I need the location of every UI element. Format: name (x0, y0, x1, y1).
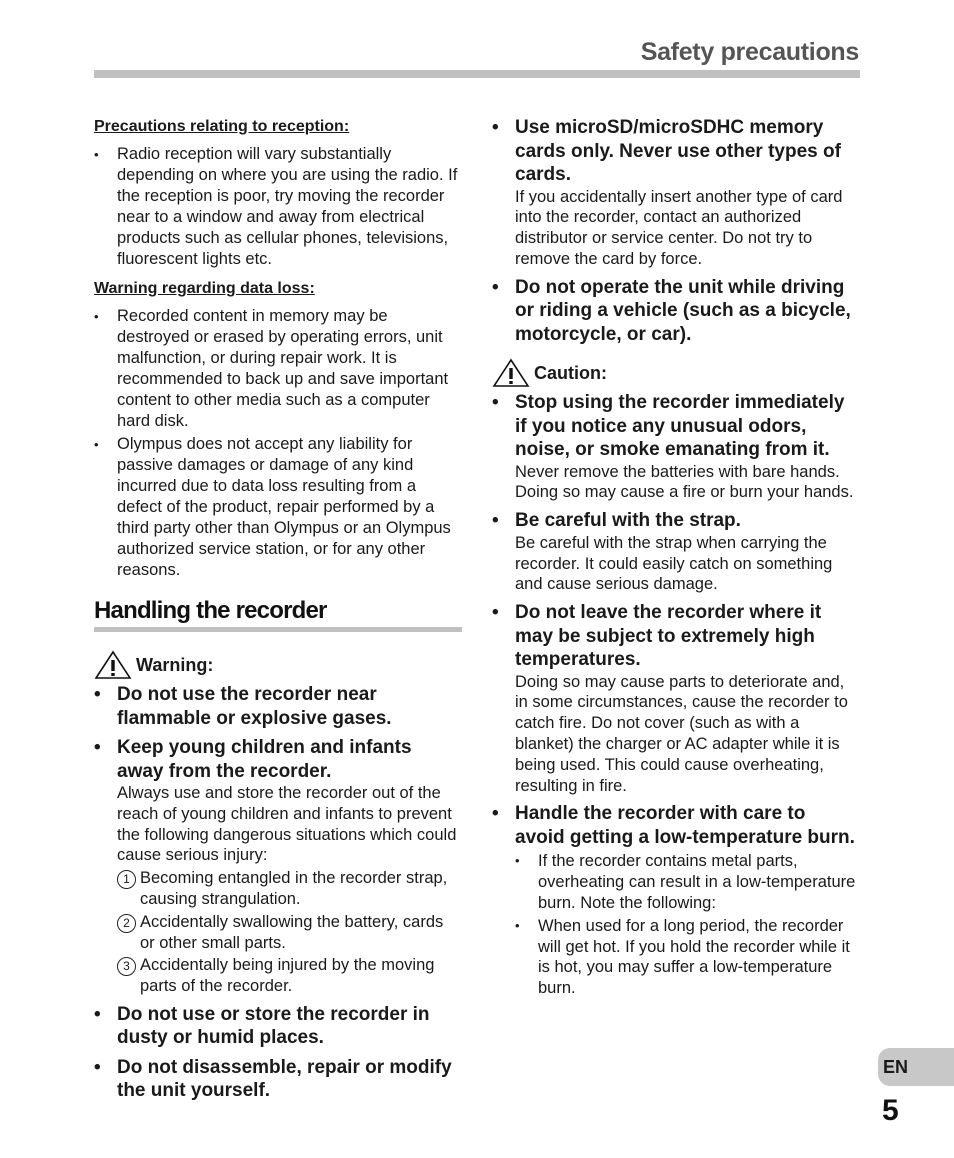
list-item: • Do not use or store the recorder in dusty or humid places. (94, 1003, 430, 1049)
caution-heading (492, 358, 857, 388)
reception-list (94, 144, 462, 270)
bullet-icon: • (94, 1003, 101, 1025)
caution-list (492, 391, 857, 999)
list-item: • Keep young children and infants away from the recorder. Always use and store the recorder out of the reach of young children and infants to prevent the following dangerous situations which could cause serious injury: 1 Becoming entangled in the recorder strap, causing strangulation. 2 Accidentally swallowing the battery, cards or other small parts. 3 Accidentally being injured by the moving parts of the recorder. (94, 736, 462, 997)
list-item: • Do not use the recorder near flammable or explosive gases. (94, 684, 392, 729)
list-item: • Radio reception will vary substantially depending on where you are using the radio. If the reception is poor, try moving the recorder near to a window and away from electrical products such as cellular phones, televisions, fluorescent lights etc. (94, 145, 458, 268)
language-tab: EN (878, 1048, 954, 1086)
sub-list (515, 851, 857, 999)
section-rule (94, 627, 462, 632)
right-column (492, 116, 857, 1005)
numbered-item: 3 Accidentally being injured by the moving parts of the recorder. (117, 955, 462, 997)
bullet-icon: • (94, 437, 99, 452)
list-item: • Be careful with the strap. Be careful with the strap when carrying the recorder. It could easily catch on something and cause serious damage. (492, 510, 833, 594)
caution-label: Caution: (534, 362, 607, 383)
list-item: • Handle the recorder with care to avoid getting a low-temperature burn. • If the recorder contains metal parts, overheating can result in a low-temperature burn. Note the following: • When used for a long period, the recorder will get hot. If you hold the recorder while it is hot, you may suffer a low-temperature burn. (492, 803, 856, 998)
warning-label: Warning: (136, 654, 214, 675)
numbered-list (117, 868, 462, 997)
top-list (492, 116, 857, 346)
bullet-icon: • (492, 276, 499, 298)
bullet-icon: • (94, 737, 101, 758)
bullet-icon: • (94, 147, 99, 162)
bullet-icon: • (94, 1056, 101, 1078)
numbered-item: 2 Accidentally swallowing the battery, cards or other small parts. (117, 912, 462, 954)
circled-number: 1 (117, 870, 136, 889)
bullet-icon: • (492, 510, 499, 532)
circled-number: 2 (117, 914, 136, 933)
sub-list-item: • If the recorder contains metal parts, overheating can result in a low-temperature burn. Note the following: (515, 852, 856, 913)
header-rule (94, 70, 860, 78)
sub-list-item: • When used for a long period, the recorder will get hot. If you hold the recorder while it is hot, you may suffer a low-temperature burn. (515, 916, 850, 998)
bullet-icon: • (492, 392, 499, 414)
warning-triangle-icon (94, 650, 132, 680)
bullet-icon: • (492, 117, 499, 138)
list-item: • Recorded content in memory may be destroyed or erased by operating errors, unit malfunction, or during repair work. It is recommended to back up and save important content to other media such as a computer hard disk. (94, 307, 449, 430)
reception-heading: Precautions relating to reception: (94, 118, 350, 135)
circled-number: 3 (117, 957, 136, 976)
warning-heading (94, 650, 462, 680)
list-item: • Do not leave the recorder where it may be subject to extremely high temperatures. Doing so may cause parts to deteriorate and, in some circumstances, cause the recorder to catch fire. Do not cover (such as with a blanket) the charger or AC adapter while it is being used. This could cause overheating, resulting in fire. (492, 602, 848, 795)
page-title: Safety precautions (640, 38, 859, 66)
list-item: • Olympus does not accept any liability for passive damages or damage of any kind incurred due to data loss resulting from a defect of the product, repair performed by a third party other than Olympus or an Olympus authorized service station, or for any other reasons. (94, 435, 451, 579)
list-item: • Stop using the recorder immediately if you notice any unusual odors, noise, or smoke emanating from it. Never remove the batteries with bare hands. Doing so may cause a fire or burn your hands. (492, 392, 854, 502)
bullet-icon: • (94, 684, 101, 705)
bullet-icon: • (515, 917, 520, 933)
bullet-icon: • (492, 803, 499, 825)
list-item: • Do not operate the unit while driving or riding a vehicle (such as a bicycle, motorcycle, or car). (492, 276, 851, 345)
bullet-icon: • (515, 853, 520, 869)
caution-triangle-icon (492, 358, 530, 388)
page-number: 5 (882, 1094, 899, 1127)
list-item: • Use microSD/microSDHC memory cards only. Never use other types of cards. If you accidentally insert another type of card into the recorder, contact an authorized distributor or service center. Do not try to remove the card by force. (492, 117, 843, 268)
left-column (94, 112, 462, 1109)
list-item: • Do not disassemble, repair or modify the unit yourself. (94, 1056, 452, 1102)
numbered-item: 1 Becoming entangled in the recorder strap, causing strangulation. (117, 868, 462, 910)
bullet-icon: • (492, 602, 499, 624)
bullet-icon: • (94, 309, 99, 324)
warning-list (94, 683, 462, 1103)
data-loss-heading: Warning regarding data loss: (94, 280, 315, 297)
data-loss-list (94, 306, 462, 581)
section-title: Handling the recorder (94, 597, 327, 624)
